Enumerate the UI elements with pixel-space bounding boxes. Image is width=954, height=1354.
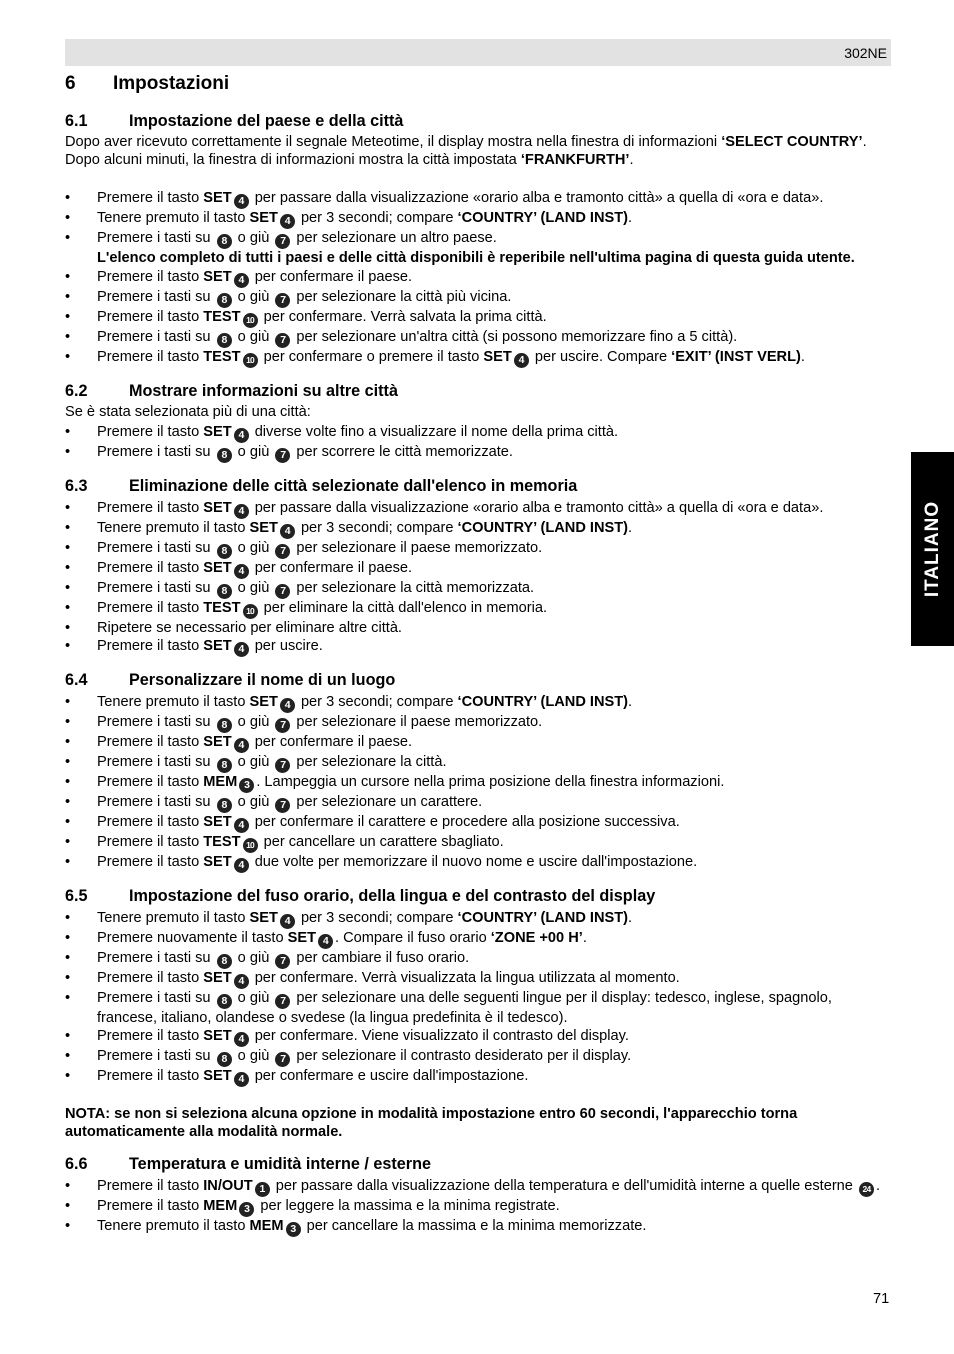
- instruction-list: [65, 189, 895, 367]
- text-run: diverse volte fino a visualizzare il nome della prima città.: [250, 423, 619, 440]
- section-intro: [65, 133, 895, 169]
- key-number-icon: 8: [217, 1052, 232, 1067]
- text-run: per uscire. Compare: [530, 348, 672, 365]
- key-number-icon: 8: [217, 718, 232, 733]
- list-item: [65, 308, 895, 328]
- key-number-icon: 4: [280, 698, 295, 713]
- list-item: [65, 773, 895, 793]
- bold-text: SET: [203, 1028, 232, 1045]
- text-run: per confermare il paese.: [250, 559, 413, 576]
- text-run: Premere il tasto: [97, 1177, 204, 1194]
- key-number-icon: 7: [275, 758, 290, 773]
- text-run: Premere il tasto: [97, 423, 204, 440]
- list-item: [65, 1047, 895, 1067]
- text-run: Premere i tasti su: [97, 1048, 215, 1065]
- text-run: . Dopo alcuni minuti, la finestra di informazioni mostra la città impostata: [65, 134, 867, 169]
- header-bar: [65, 39, 891, 66]
- instruction-list: [65, 499, 895, 657]
- key-number-icon: 8: [217, 234, 232, 249]
- bold-text: ‘COUNTRY’ (LAND INST): [457, 519, 629, 536]
- list-item: [65, 793, 895, 813]
- list-item: [65, 209, 895, 229]
- text-run: per cancellare la massima e la minima memorizzate.: [302, 1217, 647, 1234]
- bold-text: TEST: [203, 834, 241, 851]
- list-item: [65, 499, 895, 519]
- bold-text: IN/OUT: [203, 1177, 253, 1194]
- text-run: Premere i tasti su: [97, 443, 215, 460]
- section-intro: [65, 403, 895, 421]
- bold-text: TEST: [203, 599, 241, 616]
- text-run: Tenere premuto il tasto: [97, 694, 250, 711]
- section-heading: [65, 670, 895, 690]
- text-run: per confermare e uscire dall'impostazione.: [250, 1068, 529, 1085]
- text-run: Premere i tasti su: [97, 950, 215, 967]
- list-item: [65, 229, 895, 267]
- text-run: .: [628, 910, 633, 927]
- key-number-icon: 4: [234, 858, 249, 873]
- key-number-icon: 4: [234, 428, 249, 443]
- text-run: Premere il tasto: [97, 854, 204, 871]
- text-run: Premere il tasto: [97, 268, 204, 285]
- section-number: 6.4: [65, 671, 88, 690]
- section-title: Impostazione del paese e della città: [129, 112, 404, 130]
- key-number-icon: 4: [280, 214, 295, 229]
- section-number: 6.1: [65, 112, 88, 130]
- text-run: o giù: [233, 443, 274, 460]
- bold-text: ‘FRANKFURTH’: [520, 152, 630, 169]
- section-number: 6.2: [65, 381, 88, 400]
- text-run: per passare dalla visualizzazione «orario alba e tramonto città» a quella di «ora e data».: [250, 190, 824, 207]
- text-run: o giù: [233, 288, 274, 305]
- key-number-icon: 4: [318, 934, 333, 949]
- bold-text: TEST: [203, 348, 241, 365]
- list-item: [65, 288, 895, 308]
- list-item: [65, 909, 895, 929]
- text-run: Premere il tasto: [97, 1197, 204, 1214]
- section-heading: [65, 886, 895, 906]
- list-item: [65, 519, 895, 539]
- list-item: [65, 423, 895, 443]
- text-run: per confermare. Viene visualizzato il contrasto del display.: [250, 1028, 629, 1045]
- text-run: Premere il tasto: [97, 308, 204, 325]
- text-run: . Compare il fuso orario: [335, 930, 491, 947]
- text-run: Premere i tasti su: [97, 288, 215, 305]
- bold-text: ‘ZONE +00 H’: [490, 930, 583, 947]
- list-item: [65, 833, 895, 853]
- bold-text: TEST: [203, 308, 241, 325]
- bold-text: SET: [249, 210, 278, 227]
- list-item: [65, 753, 895, 773]
- text-run: per selezionare il paese memorizzato.: [292, 714, 543, 731]
- key-number-icon: 3: [286, 1222, 301, 1237]
- bold-text: SET: [203, 734, 232, 751]
- list-item: [65, 929, 895, 949]
- text-run: Premere i tasti su: [97, 990, 215, 1007]
- bold-text: SET: [203, 814, 232, 831]
- text-run: per confermare il paese.: [250, 268, 413, 285]
- key-number-icon: 10: [243, 604, 258, 619]
- list-item: [65, 328, 895, 348]
- list-item: [65, 1197, 895, 1217]
- key-number-icon: 8: [217, 994, 232, 1009]
- key-number-icon: 8: [217, 954, 232, 969]
- text-run: per 3 secondi; compare: [296, 210, 458, 227]
- list-item: [65, 348, 895, 368]
- text-run: Premere il tasto: [97, 1068, 204, 1085]
- list-item: [65, 949, 895, 969]
- text-run: Tenere premuto il tasto: [97, 519, 250, 536]
- text-run: Premere i tasti su: [97, 328, 215, 345]
- key-number-icon: 7: [275, 333, 290, 348]
- section-number: 6.3: [65, 476, 88, 495]
- text-run: o giù: [233, 539, 274, 556]
- section-title: Eliminazione delle città selezionate dall'elenco in memoria: [129, 476, 578, 495]
- text-run: per leggere la massima e la minima registrate.: [256, 1197, 560, 1214]
- text-run: Premere nuovamente il tasto: [97, 930, 288, 947]
- key-number-icon: 10: [243, 353, 258, 368]
- list-item: [65, 813, 895, 833]
- section-title: Mostrare informazioni su altre città: [129, 381, 398, 400]
- text-run: per confermare il paese.: [250, 734, 413, 751]
- text-run: per selezionare la città più vicina.: [292, 288, 512, 305]
- section-title: Personalizzare il nome di un luogo: [129, 671, 396, 690]
- bold-text: ‘COUNTRY’ (LAND INST): [457, 694, 629, 711]
- text-run: Premere il tasto: [97, 638, 204, 655]
- bold-text: SET: [203, 190, 232, 207]
- key-number-icon: 3: [239, 1202, 254, 1217]
- text-run: per cambiare il fuso orario.: [292, 950, 470, 967]
- text-run: Ripetere se necessario per eliminare altre città.: [97, 619, 402, 636]
- text-run: per 3 secondi; compare: [296, 694, 458, 711]
- key-number-icon: 4: [234, 738, 249, 753]
- text-run: o giù: [233, 579, 274, 596]
- key-number-icon: 7: [275, 994, 290, 1009]
- section-heading: [65, 381, 895, 401]
- bold-text: SET: [249, 910, 278, 927]
- key-number-icon: 8: [217, 584, 232, 599]
- bold-text: ‘COUNTRY’ (LAND INST): [457, 910, 629, 927]
- text-run: o giù: [233, 950, 274, 967]
- key-number-icon: 10: [243, 313, 258, 328]
- key-number-icon: 3: [239, 778, 254, 793]
- chapter-title: Impostazioni: [113, 73, 230, 94]
- key-number-icon: 7: [275, 798, 290, 813]
- side-tab-label: ITALIANO: [921, 500, 943, 598]
- text-run: Premere i tasti su: [97, 794, 215, 811]
- text-run: per selezionare un altro paese.: [292, 230, 497, 247]
- list-item: [65, 539, 895, 559]
- list-item: [65, 1027, 895, 1047]
- text-run: .: [628, 210, 633, 227]
- language-side-tab: [911, 452, 954, 646]
- text-run: Premere il tasto: [97, 190, 204, 207]
- bold-text: SET: [203, 559, 232, 576]
- list-item: [65, 443, 895, 463]
- bold-text: ‘EXIT’ (INST VERL): [671, 348, 801, 365]
- text-run: per selezionare il paese memorizzato.: [292, 539, 543, 556]
- key-number-icon: 8: [217, 333, 232, 348]
- bold-text: SET: [203, 1068, 232, 1085]
- key-number-icon: 7: [275, 1052, 290, 1067]
- text-run: .: [800, 348, 805, 365]
- key-number-icon: 4: [234, 1072, 249, 1087]
- bold-text: MEM: [203, 1197, 238, 1214]
- text-run: Premere il tasto: [97, 734, 204, 751]
- text-run: per confermare il carattere e procedere alla posizione successiva.: [250, 814, 680, 831]
- chapter-number: 6: [65, 73, 76, 94]
- bold-text: SET: [203, 423, 232, 440]
- bold-text: MEM: [203, 774, 238, 791]
- key-number-icon: 4: [234, 564, 249, 579]
- text-run: per eliminare la città dall'elenco in memoria.: [259, 599, 548, 616]
- key-number-icon: 7: [275, 584, 290, 599]
- text-run: o giù: [233, 754, 274, 771]
- text-run: Se è stata selezionata più di una città:: [65, 403, 311, 420]
- key-number-icon: 8: [217, 758, 232, 773]
- text-run: o giù: [233, 990, 274, 1007]
- key-number-icon: 4: [514, 353, 529, 368]
- instruction-list: [65, 693, 895, 873]
- text-run: o giù: [233, 714, 274, 731]
- key-number-icon: 4: [280, 914, 295, 929]
- instruction-list: [65, 423, 895, 463]
- text-run: per selezionare il contrasto desiderato per il display.: [292, 1048, 632, 1065]
- text-run: .: [629, 152, 634, 169]
- list-item: [65, 599, 895, 619]
- key-number-icon: 8: [217, 293, 232, 308]
- text-run: per selezionare la città memorizzata.: [292, 579, 535, 596]
- bold-text: SET: [287, 930, 317, 947]
- list-item: [65, 969, 895, 989]
- bold-text: SET: [203, 854, 232, 871]
- text-run: Premere i tasti su: [97, 539, 215, 556]
- text-run: o giù: [233, 230, 274, 247]
- key-number-icon: 7: [275, 293, 290, 308]
- key-number-icon: 4: [234, 1032, 249, 1047]
- instruction-list: [65, 1177, 895, 1237]
- key-number-icon: 7: [275, 544, 290, 559]
- key-number-icon: 4: [234, 974, 249, 989]
- text-run: Premere i tasti su: [97, 754, 215, 771]
- list-item: [65, 268, 895, 288]
- text-run: due volte per memorizzare il nuovo nome e uscire dall'impostazione.: [250, 854, 698, 871]
- text-run: Premere il tasto: [97, 348, 204, 365]
- text-run: Premere il tasto: [97, 499, 204, 516]
- text-run: Tenere premuto il tasto: [97, 1217, 250, 1234]
- text-run: .: [628, 694, 633, 711]
- text-run: .: [875, 1177, 881, 1194]
- text-run: Premere il tasto: [97, 1028, 204, 1045]
- text-run: Premere i tasti su: [97, 714, 215, 731]
- text-run: per 3 secondi; compare: [296, 910, 458, 927]
- section-heading: [65, 476, 895, 496]
- text-run: per scorrere le città memorizzate.: [292, 443, 513, 460]
- text-run: per selezionare la città.: [292, 754, 447, 771]
- text-run: Dopo aver ricevuto correttamente il segnale Meteotime, il display mostra nella finestra di informazioni: [65, 134, 722, 150]
- text-run: per cancellare un carattere sbagliato.: [259, 834, 504, 851]
- note-text: NOTA: se non si seleziona alcuna opzione in modalità impostazione entro 60 secondi, l'apparecchio torna automaticamente alla modalità normale.: [65, 1106, 798, 1141]
- key-number-icon: 4: [234, 194, 249, 209]
- section-title: Impostazione del fuso orario, della lingua e del contrasto del display: [129, 887, 656, 906]
- list-item: [65, 559, 895, 579]
- text-run: per uscire.: [250, 638, 323, 655]
- text-run: per selezionare una delle seguenti lingue per il display: tedesco, inglese, spagnolo, francese, italiano, olandese o svedese (la lingua predefinita è il tedesco).: [97, 990, 832, 1027]
- text-run: Premere i tasti su: [97, 230, 215, 247]
- instruction-list: [65, 909, 895, 1087]
- key-number-icon: 7: [275, 234, 290, 249]
- bold-text: MEM: [249, 1217, 284, 1234]
- text-run: per selezionare un'altra città (si possono memorizzare fino a 5 città).: [292, 328, 738, 345]
- bold-text: ‘SELECT COUNTRY’: [721, 134, 863, 150]
- list-item: [65, 693, 895, 713]
- text-run: per confermare. Verrà salvata la prima città.: [259, 308, 547, 325]
- key-number-icon: 4: [234, 642, 249, 657]
- text-run: per passare dalla visualizzazione «orario alba e tramonto città» a quella di «ora e data».: [250, 499, 824, 516]
- section-number: 6.5: [65, 887, 88, 906]
- text-run: o giù: [233, 328, 274, 345]
- text-run: Tenere premuto il tasto: [97, 210, 250, 227]
- key-number-icon: 7: [275, 448, 290, 463]
- sections-container: [65, 111, 895, 1237]
- bold-text: SET: [203, 499, 232, 516]
- list-item: [65, 619, 895, 637]
- list-item: [65, 189, 895, 209]
- section-heading: [65, 1154, 895, 1174]
- bold-text: SET: [249, 519, 278, 536]
- list-item: [65, 637, 895, 657]
- text-run: Premere i tasti su: [97, 579, 215, 596]
- key-number-icon: 8: [217, 798, 232, 813]
- text-run: o giù: [233, 1048, 274, 1065]
- text-run: .: [582, 930, 587, 947]
- text-run: Premere il tasto: [97, 559, 204, 576]
- page-content: [65, 73, 895, 1237]
- text-run: per selezionare un carattere.: [292, 794, 483, 811]
- text-run: Premere il tasto: [97, 774, 204, 791]
- key-number-icon: 8: [217, 544, 232, 559]
- bold-text: SET: [249, 694, 278, 711]
- bold-text: SET: [203, 268, 232, 285]
- list-item: [65, 733, 895, 753]
- text-run: .: [628, 519, 633, 536]
- text-run: per confermare o premere il tasto: [259, 348, 484, 365]
- page-number: 71: [873, 1291, 890, 1307]
- key-number-icon: 24: [859, 1182, 874, 1197]
- list-item: [65, 1067, 895, 1087]
- text-run: Premere il tasto: [97, 599, 204, 616]
- text-run: per 3 secondi; compare: [296, 519, 458, 536]
- text-run: Premere il tasto: [97, 834, 204, 851]
- text-run: Tenere premuto il tasto: [97, 910, 250, 927]
- key-number-icon: 4: [234, 504, 249, 519]
- text-run: Premere il tasto: [97, 814, 204, 831]
- key-number-icon: 4: [234, 273, 249, 288]
- text-run: Premere il tasto: [97, 970, 204, 987]
- model-number: 302NE: [844, 45, 887, 61]
- key-number-icon: 4: [234, 818, 249, 833]
- list-item: [65, 1177, 895, 1197]
- text-run: per confermare. Verrà visualizzata la lingua utilizzata al momento.: [250, 970, 680, 987]
- list-item: [65, 713, 895, 733]
- key-number-icon: 1: [255, 1182, 270, 1197]
- bold-text: SET: [203, 638, 232, 655]
- key-number-icon: 7: [275, 954, 290, 969]
- bold-text: ‘COUNTRY’ (LAND INST): [457, 210, 629, 227]
- key-number-icon: 10: [243, 838, 258, 853]
- section-heading: [65, 111, 895, 131]
- key-number-icon: 7: [275, 718, 290, 733]
- bold-text: SET: [483, 348, 512, 365]
- chapter-heading: [65, 73, 895, 95]
- text-run: o giù: [233, 794, 274, 811]
- key-number-icon: 8: [217, 448, 232, 463]
- key-number-icon: 4: [280, 524, 295, 539]
- section-number: 6.6: [65, 1154, 88, 1173]
- bold-text: L'elenco completo di tutti i paesi e delle città disponibili è reperibile nell'ultima pagina di questa guida utente.: [97, 250, 855, 267]
- list-item: [65, 853, 895, 873]
- section-title: Temperatura e umidità interne / esterne: [129, 1154, 431, 1173]
- text-run: . Lampeggia un cursore nella prima posizione della finestra informazioni.: [256, 774, 725, 791]
- list-item: [65, 989, 895, 1027]
- list-item: [65, 579, 895, 599]
- text-run: per passare dalla visualizzazione della temperatura e dell'umidità interne a quelle esterne: [271, 1177, 857, 1194]
- list-item: [65, 1217, 895, 1237]
- bold-text: SET: [203, 970, 232, 987]
